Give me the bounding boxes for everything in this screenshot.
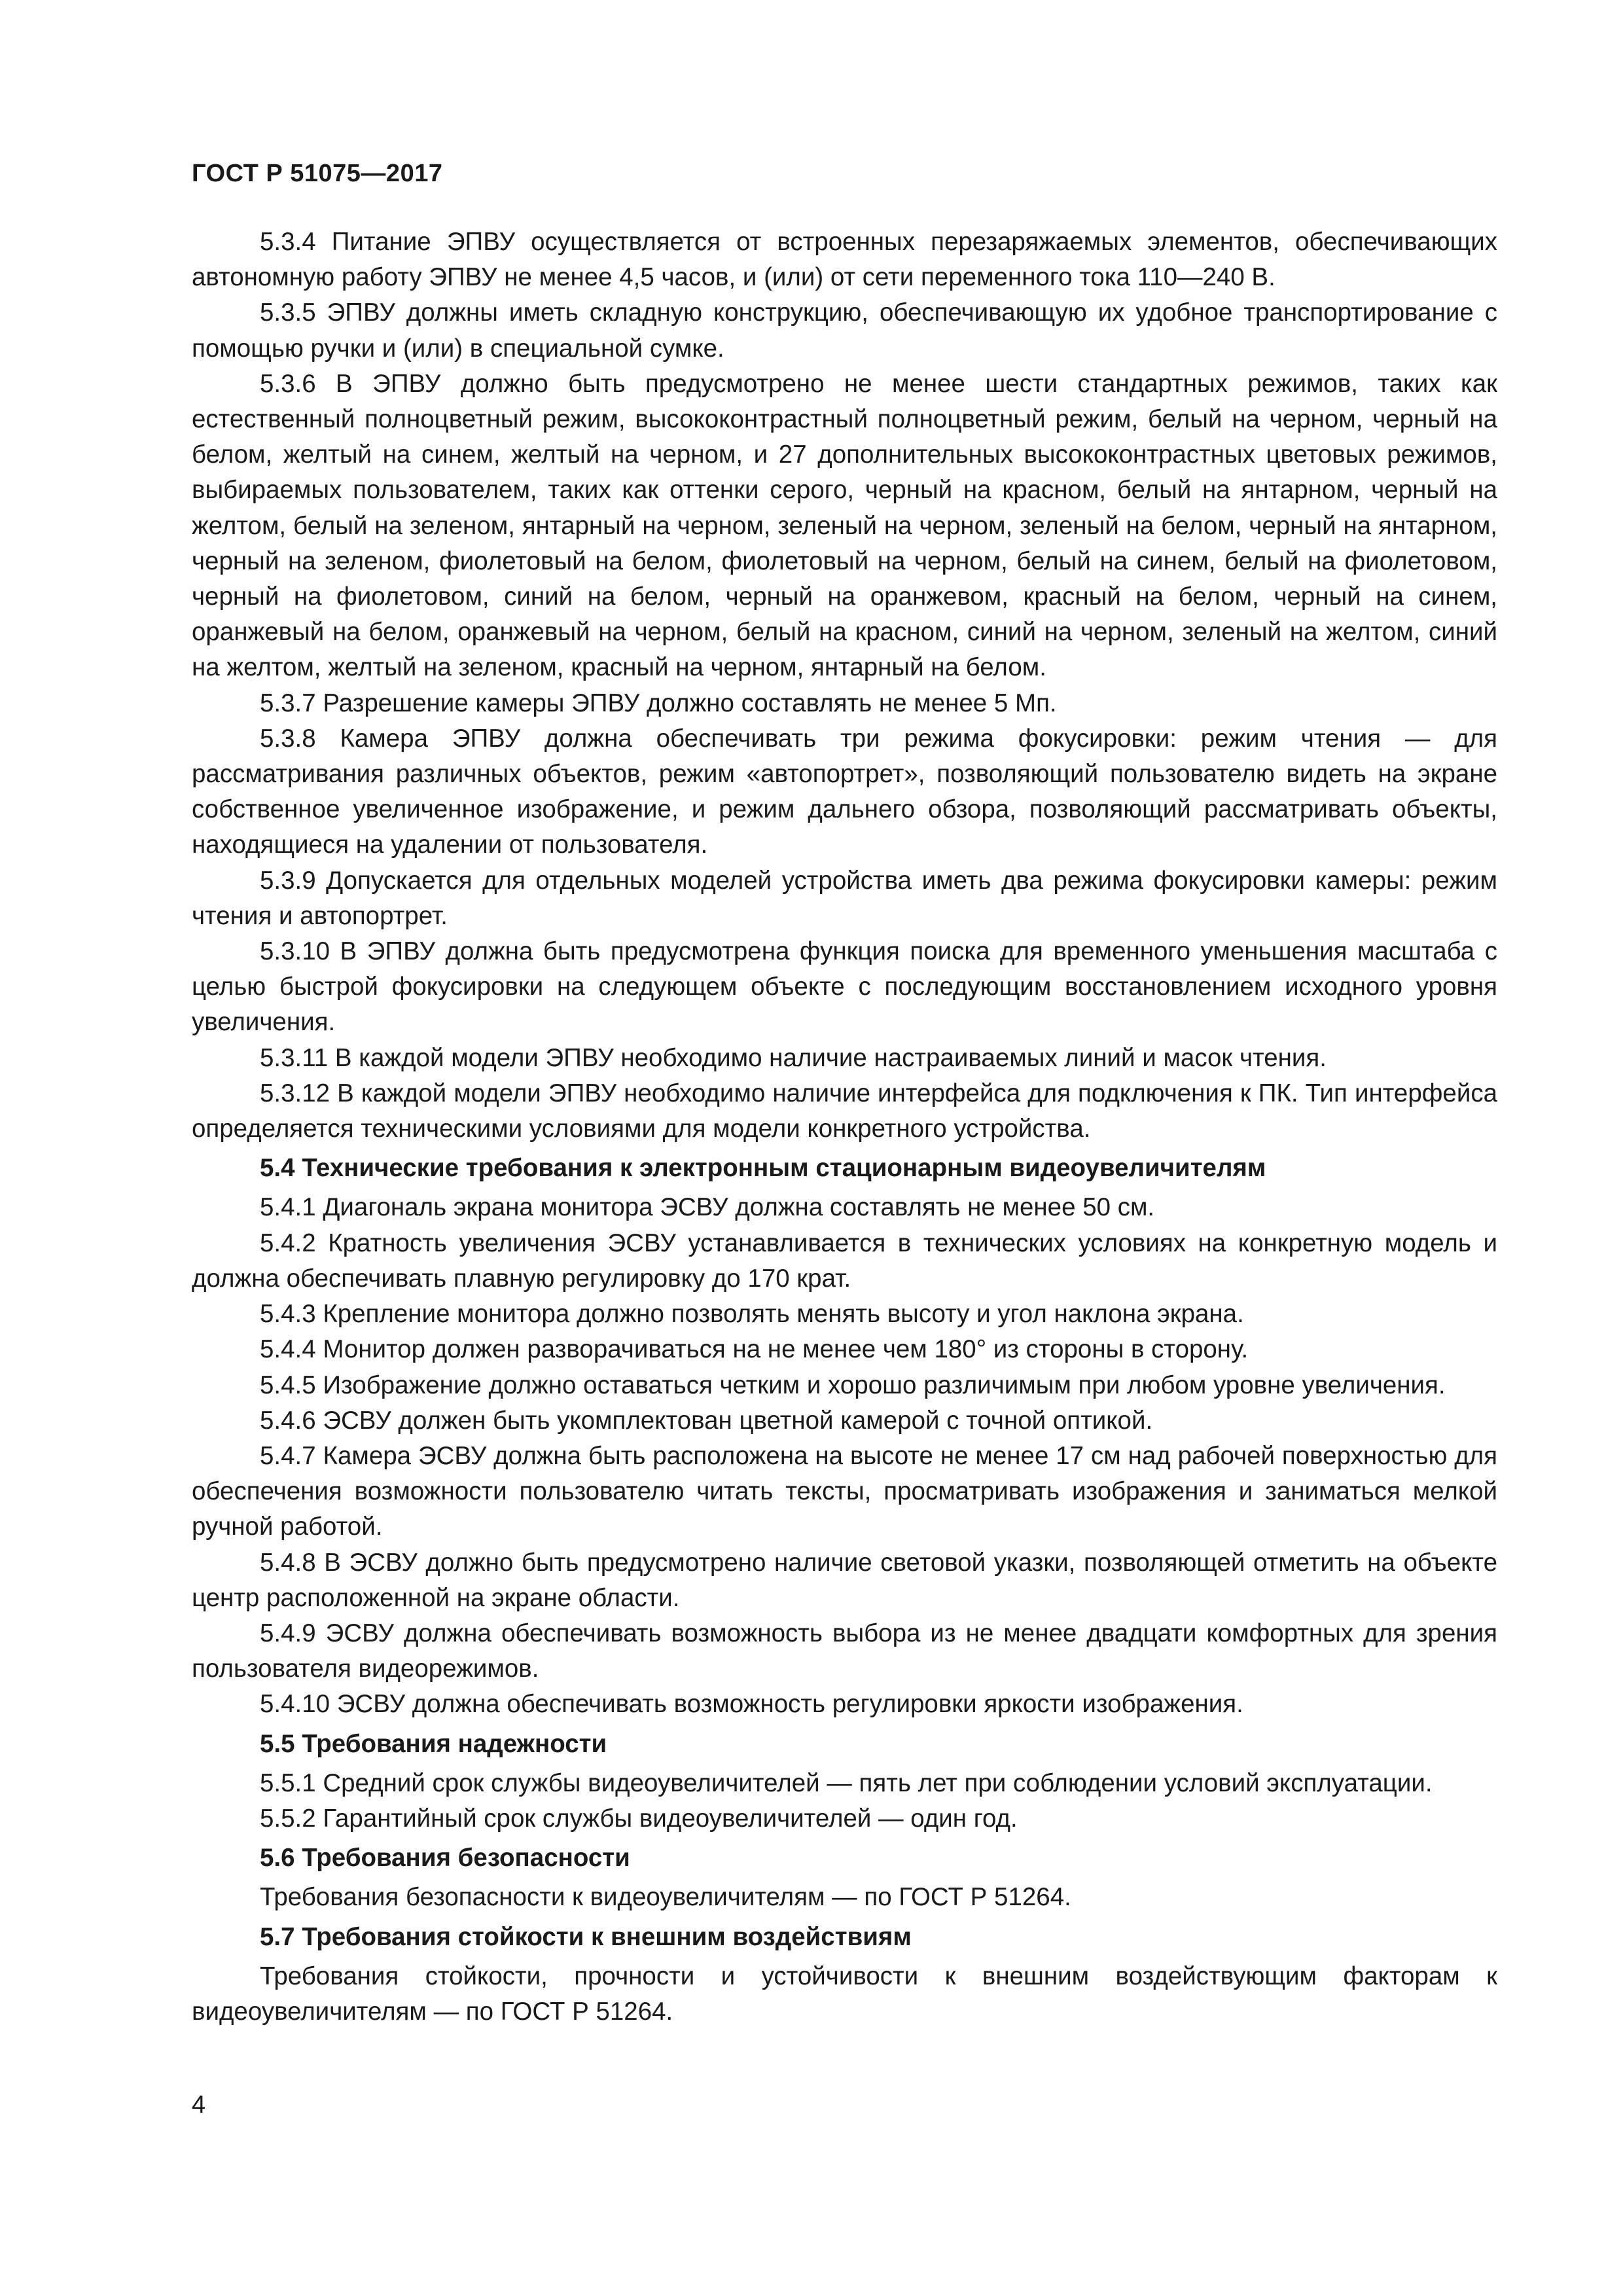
clause-5-4-7: 5.4.7 Камера ЭСВУ должна быть расположена на высоте не менее 17 см над рабочей поверхностью для обеспечения возможности пользователю читать тексты, просматривать изображения и заниматься мелкой ручной работой. bbox=[192, 1441, 1497, 1541]
clause-5-3-5: 5.3.5 ЭПВУ должны иметь складную конструкцию, обеспечивающую их удобное транспортирование с помощью ручки и (или) в специальной сумке. bbox=[192, 298, 1497, 363]
section-heading-5-4: 5.4 Технические требования к электронным стационарным видеоувеличителям bbox=[260, 1154, 1266, 1183]
clause-5-3-7: 5.3.7 Разрешение камеры ЭПВУ должно составлять не менее 5 Мп. bbox=[260, 689, 1057, 717]
section-heading-5-6: 5.6 Требования безопасности bbox=[260, 1844, 630, 1873]
clause-5-4-10: 5.4.10 ЭСВУ должна обеспечивать возможность регулировки яркости изображения. bbox=[260, 1690, 1243, 1719]
clause-5-3-6: 5.3.6 В ЭПВУ должно быть предусмотрено не менее шести стандартных режимов, таких как естественный полноцветный режим, высококонтрастный полноцветный режим, белый на черном, черный на белом, желтый на синем, желтый на черном, и 27 дополнительных высококонтрастных цветовых режимов, выбираемых пользователем, таких как оттенки серого, черный на красном, белый на янтарном, черный на желтом, белый на зеленом, янтарный на черном, зеленый на черном, зеленый на белом, черный на янтарном, черный на зеленом, фиолетовый на белом, фиолетовый на черном, белый на синем, белый на фиолетовом, черный на фиолетовом, синий на белом, черный на оранжевом, красный на белом, черный на синем, оранжевый на белом, оранжевый на черном, белый на красном, синий на черном, зеленый на желтом, синий на желтом, желтый на зеленом, красный на черном, янтарный на белом. bbox=[192, 369, 1497, 682]
document-body bbox=[192, 224, 1497, 2030]
clause-5-3-12: 5.3.12 В каждой модели ЭПВУ необходимо наличие интерфейса для подключения к ПК. Тип интерфейса определяется техническими условиями для модели конкретного устройства. bbox=[192, 1079, 1497, 1143]
clause-5-4-3: 5.4.3 Крепление монитора должно позволять менять высоту и угол наклона экрана. bbox=[260, 1300, 1244, 1329]
section-heading-5-7: 5.7 Требования стойкости к внешним воздействиям bbox=[260, 1922, 912, 1951]
clause-5-5-1: 5.5.1 Средний срок службы видеоувеличителей — пять лет при соблюдении условий эксплуатации. bbox=[260, 1768, 1433, 1797]
clause-5-4-2: 5.4.2 Кратность увеличения ЭСВУ устанавливается в технических условиях на конкретную модель и должна обеспечивать плавную регулировку до 170 крат. bbox=[192, 1229, 1497, 1293]
clause-5-4-6: 5.4.6 ЭСВУ должен быть укомплектован цветной камерой с точной оптикой. bbox=[260, 1406, 1153, 1435]
clause-5-5-2: 5.5.2 Гарантийный срок службы видеоувеличителей — один год. bbox=[260, 1804, 1018, 1833]
clause-5-4-8: 5.4.8 В ЭСВУ должно быть предусмотрено наличие световой указки, позволяющей отметить на объекте центр расположенной на экране области. bbox=[192, 1548, 1497, 1612]
clause-5-4-1: 5.4.1 Диагональ экрана монитора ЭСВУ должна составлять не менее 50 см. bbox=[260, 1193, 1155, 1222]
clause-5-4-9: 5.4.9 ЭСВУ должна обеспечивать возможность выбора из не менее двадцати комфортных для зрения пользователя видеорежимов. bbox=[192, 1619, 1497, 1683]
clause-5-4-5: 5.4.5 Изображение должно оставаться четким и хорошо различимым при любом уровне увеличения. bbox=[260, 1371, 1446, 1399]
clause-5-4-4: 5.4.4 Монитор должен разворачиваться на не менее чем 180° из стороны в сторону. bbox=[260, 1335, 1249, 1364]
clause-5-3-10: 5.3.10 В ЭПВУ должна быть предусмотрена функция поиска для временного уменьшения масштаба с целью быстрой фокусировки на следующем объекте с последующим восстановлением исходного уровня увеличения. bbox=[192, 937, 1497, 1037]
clause-5-3-11: 5.3.11 В каждой модели ЭПВУ необходимо наличие настраиваемых линий и масок чтения. bbox=[260, 1043, 1327, 1072]
clause-5-6-text: Требования безопасности к видеоувеличителям — по ГОСТ Р 51264. bbox=[260, 1883, 1071, 1912]
page-number: 4 bbox=[192, 2091, 206, 2119]
clause-5-7-text: Требования стойкости, прочности и устойчивости к внешним воздействующим факторам к видеоувеличителям — по ГОСТ Р 51264. bbox=[192, 1962, 1497, 2026]
document-header: ГОСТ Р 51075—2017 bbox=[192, 160, 443, 187]
clause-5-3-8: 5.3.8 Камера ЭПВУ должна обеспечивать три режима фокусировки: режим чтения — для рассматривания различных объектов, режим «автопортрет», позволяющий пользователю видеть на экране собственное увеличенное изображение, и режим дальнего обзора, позволяющий рассматривать объекты, находящиеся на удалении от пользователя. bbox=[192, 724, 1497, 859]
section-heading-5-5: 5.5 Требования надежности bbox=[260, 1729, 607, 1758]
clause-5-3-9: 5.3.9 Допускается для отдельных моделей устройства иметь два режима фокусировки камеры: режим чтения и автопортрет. bbox=[192, 866, 1497, 930]
clause-5-3-4: 5.3.4 Питание ЭПВУ осуществляется от встроенных перезаряжаемых элементов, обеспечивающих автономную работу ЭПВУ не менее 4,5 часов, и (или) от сети переменного тока 110—240 В. bbox=[192, 228, 1497, 292]
